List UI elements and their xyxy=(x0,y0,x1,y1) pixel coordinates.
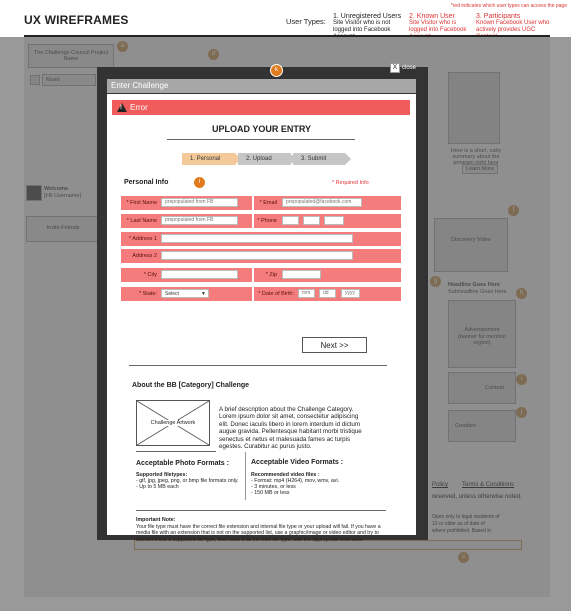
modal-content xyxy=(107,94,416,543)
step-upload[interactable] xyxy=(238,153,290,165)
brand-title: UX WIREFRAMES xyxy=(24,13,129,27)
state-row xyxy=(121,287,252,301)
dob-year-input[interactable] xyxy=(341,289,360,298)
city-label: * City xyxy=(143,272,157,278)
state-label: * State: xyxy=(138,291,157,297)
state-select-value: Select xyxy=(165,291,179,297)
zip-input[interactable] xyxy=(282,270,321,279)
video-format-item: - Format: mp4 (H264), mov, wmv, avi. xyxy=(251,478,340,484)
challenge-artwork-label xyxy=(137,420,209,426)
zip-label: * Zip xyxy=(265,272,277,278)
video-formats-heading: Acceptable Video Formats : xyxy=(251,459,344,466)
step-submit[interactable] xyxy=(293,153,345,165)
step-upload-label: 2. Upload xyxy=(246,156,272,162)
close-link[interactable]: close xyxy=(402,65,417,71)
city-row xyxy=(121,268,252,282)
email-row xyxy=(254,196,401,210)
address2-input[interactable] xyxy=(161,251,353,260)
video-format-item: - 150 MB or less xyxy=(251,490,290,496)
user-type-desc: Known Facebook User who actively provides UGC xyxy=(476,20,550,33)
last-name-row xyxy=(121,214,252,228)
photo-format-item: - gif, jpg, jpeg, png, or bmp file formats only. xyxy=(136,478,239,484)
address1-row xyxy=(121,232,401,246)
photo-divider xyxy=(136,451,216,452)
user-type-title: 2. Known User xyxy=(409,13,455,20)
dob-row xyxy=(254,287,401,301)
about-description: A brief description about the Challenge Category. Lorem ipsum dolor sit amet, consectetur adipiscing elit. Donec iaculis libero in lorem interdum id dictum augue gravida. Pellentesque habitant morbi tristique senectus et netus et malesuada fames ac turpis egestes. Curabitur ac purus justo. xyxy=(219,406,362,451)
warning-icon-glyph: ! xyxy=(120,105,122,111)
email-input[interactable] xyxy=(282,198,362,207)
user-type-desc: Site Visitor who is logged into Facebook xyxy=(409,20,467,33)
close-icon[interactable]: X xyxy=(390,63,400,73)
pin-i: i xyxy=(193,176,206,189)
address2-label: Address 2 xyxy=(132,253,157,259)
personal-info-heading: Personal Info xyxy=(124,179,169,186)
artwork-label-text: Challenge Artwork xyxy=(150,420,196,426)
about-heading: About the BB [Category] Challenge xyxy=(132,382,250,389)
warning-icon xyxy=(117,103,127,112)
user-type-note: *red indicates which user types can access the page xyxy=(450,3,567,9)
step-submit-label: 3. Submit xyxy=(301,156,327,162)
format-column-divider xyxy=(245,452,246,500)
challenge-artwork xyxy=(136,400,210,446)
required-note: * Required Info xyxy=(332,180,369,186)
note-divider xyxy=(136,510,386,511)
step-arrow xyxy=(345,153,351,165)
state-select[interactable] xyxy=(161,289,209,298)
city-input[interactable] xyxy=(161,270,238,279)
important-note-body: Your file type must have the correct file extension and internal file type or your upload will fail. If you have a media file with an extension that is not on the supported list, use a graphic/image or video editor and try to convert it into a supported file type, then save it as the new file type, with the appropriate extension. xyxy=(136,524,381,543)
error-banner xyxy=(112,100,410,115)
step-personal-label: 1. Personal xyxy=(190,156,221,162)
important-note-heading: Important Note: xyxy=(136,517,176,523)
user-types-label: User Types: xyxy=(286,17,326,26)
first-name-input[interactable] xyxy=(161,198,238,207)
dob-day-input[interactable] xyxy=(319,289,336,298)
step-personal[interactable] xyxy=(182,153,235,165)
user-type-title: 3. Participants xyxy=(476,13,521,20)
email-label: * Email xyxy=(259,200,277,206)
last-name-input[interactable] xyxy=(161,216,238,225)
video-filetypes-sub: Recommended video files : xyxy=(251,472,320,478)
phone-prefix-input[interactable] xyxy=(303,216,320,225)
photo-formats-heading: Acceptable Photo Formats : xyxy=(136,460,229,467)
photo-format-item: - Up to 5 MB each xyxy=(136,484,179,490)
photo-filetypes-sub: Supported filetypes: xyxy=(136,472,188,478)
phone-label: * Phone xyxy=(257,218,277,224)
first-name-row xyxy=(121,196,252,210)
upload-title: UPLOAD YOUR ENTRY xyxy=(211,124,311,134)
modal-title: Enter Challenge xyxy=(107,79,416,93)
next-button[interactable]: Next >> xyxy=(302,337,367,353)
title-divider xyxy=(167,139,355,140)
first-name-label: * First Name xyxy=(126,200,157,206)
phone-line-input[interactable] xyxy=(324,216,344,225)
video-format-item: - 3 minutes, or less xyxy=(251,484,296,490)
user-type-desc: Site Visitor who is not logged into Facebook xyxy=(333,20,391,33)
chevron-down-icon: ▼ xyxy=(201,291,206,297)
address1-label: * Address 1 xyxy=(128,236,157,242)
error-text: Error xyxy=(130,103,148,112)
address2-row xyxy=(121,249,401,263)
phone-row xyxy=(254,214,401,228)
phone-area-input[interactable] xyxy=(282,216,299,225)
dob-label: * Date of Birth: xyxy=(258,291,294,297)
last-name-label: * Last Name xyxy=(126,218,157,224)
enter-challenge-modal xyxy=(97,64,428,543)
address1-input[interactable] xyxy=(161,234,353,243)
user-type-title: 1. Unregistered Users xyxy=(333,13,402,20)
dob-month-input[interactable] xyxy=(298,289,315,298)
zip-row xyxy=(254,268,401,282)
section-divider xyxy=(129,365,387,366)
pin-k: k xyxy=(270,64,283,77)
